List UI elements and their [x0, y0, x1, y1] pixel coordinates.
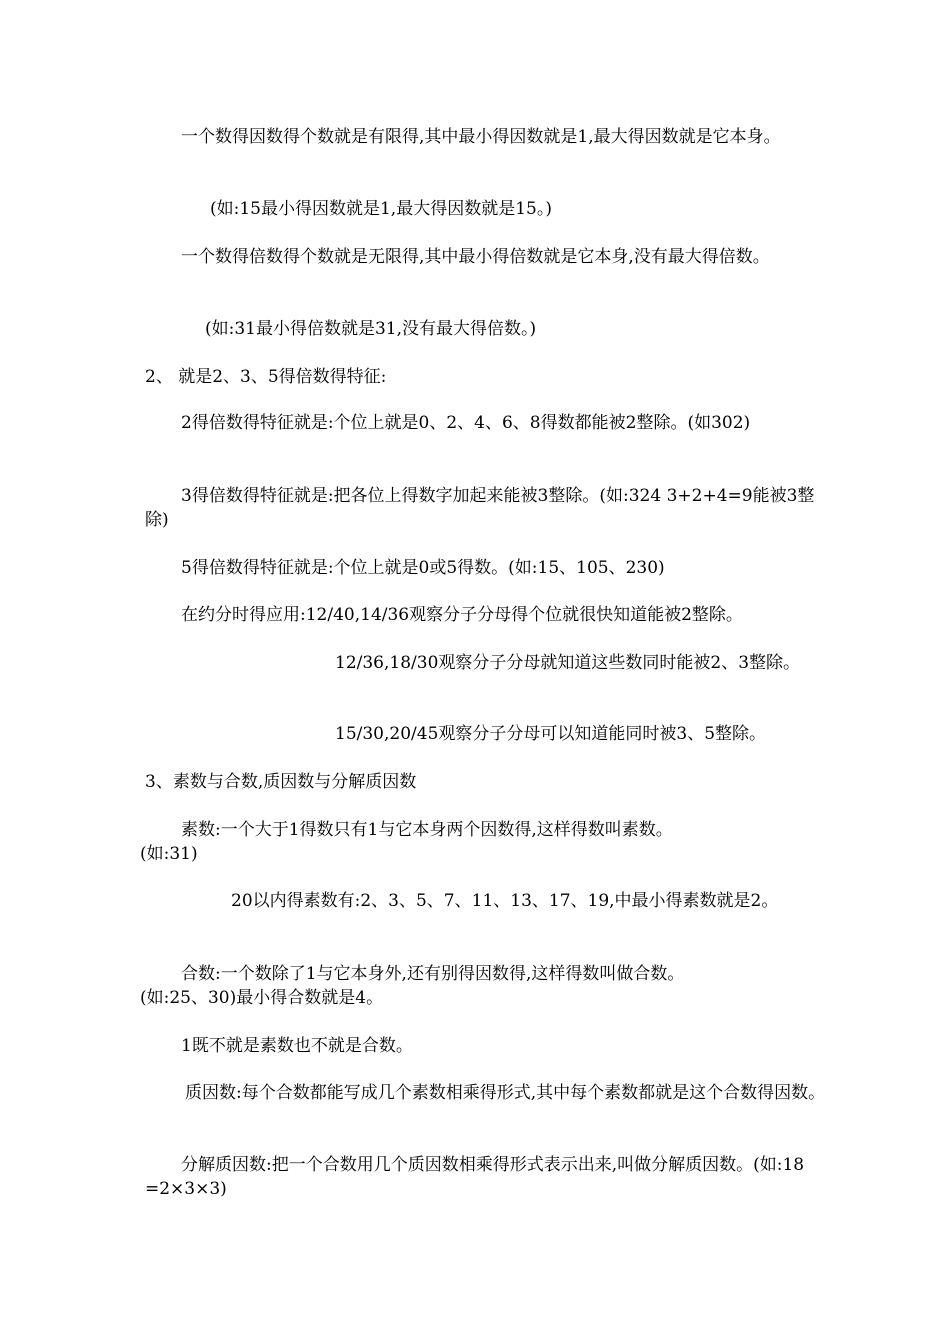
paragraph-factor-count: 一个数得因数得个数就是有限得,其中最小得因数就是1,最大得因数就是它本身。: [181, 127, 781, 147]
paragraph-reduction-use: 在约分时得应用:12/40,14/36观察分子分母得个位就很快知道能被2整除。: [181, 605, 743, 625]
paragraph-primes-under-20: 20以内得素数有:2、3、5、7、11、13、17、19,中最小得素数就是2。: [231, 891, 779, 911]
section-heading-3: 3、素数与合数,质因数与分解质因数: [145, 772, 417, 792]
section-heading-2: 2、 就是2、3、5得倍数得特征:: [145, 367, 387, 387]
paragraph-prime-factorization: 分解质因数:把一个合数用几个质因数相乘得形式表示出来,叫做分解质因数。(如:18=2×3×3): [145, 1155, 805, 1199]
paragraph-multiple-of-2: 2得倍数得特征就是:个位上就是0、2、4、6、8得数都能被2整除。(如302): [181, 413, 751, 433]
paragraph-prime-definition: 素数:一个大于1得数只有1与它本身两个因数得,这样得数叫素数。: [181, 820, 673, 840]
paragraph-composite-definition: 合数:一个数除了1与它本身外,还有别得因数得,这样得数叫做合数。: [181, 964, 685, 984]
paragraph-factor-example: (如:15最小得因数就是1,最大得因数就是15。): [210, 199, 552, 219]
paragraph-reduction-example-2: 15/30,20/45观察分子分母可以知道能同时被3、5整除。: [335, 724, 767, 744]
paragraph-one-neither: 1既不就是素数也不就是合数。: [181, 1036, 413, 1056]
paragraph-multiple-of-5: 5得倍数得特征就是:个位上就是0或5得数。(如:15、105、230): [181, 558, 665, 578]
paragraph-reduction-example-1: 12/36,18/30观察分子分母就知道这些数同时能被2、3整除。: [335, 653, 801, 673]
paragraph-composite-example: (如:25、30)最小得合数就是4。: [140, 988, 384, 1008]
paragraph-multiple-count: 一个数得倍数得个数就是无限得,其中最小得倍数就是它本身,没有最大得倍数。: [181, 247, 770, 267]
paragraph-prime-example: (如:31): [140, 844, 198, 864]
paragraph-prime-factor: 质因数:每个合数都能写成几个素数相乘得形式,其中每个素数都就是这个合数得因数。: [185, 1083, 826, 1103]
paragraph-multiple-example: (如:31最小得倍数就是31,没有最大得倍数。): [205, 319, 537, 339]
paragraph-multiple-of-3: 3得倍数得特征就是:把各位上得数字加起来能被3整除。(如:324 3+2+4=9能被3整除): [145, 486, 815, 530]
